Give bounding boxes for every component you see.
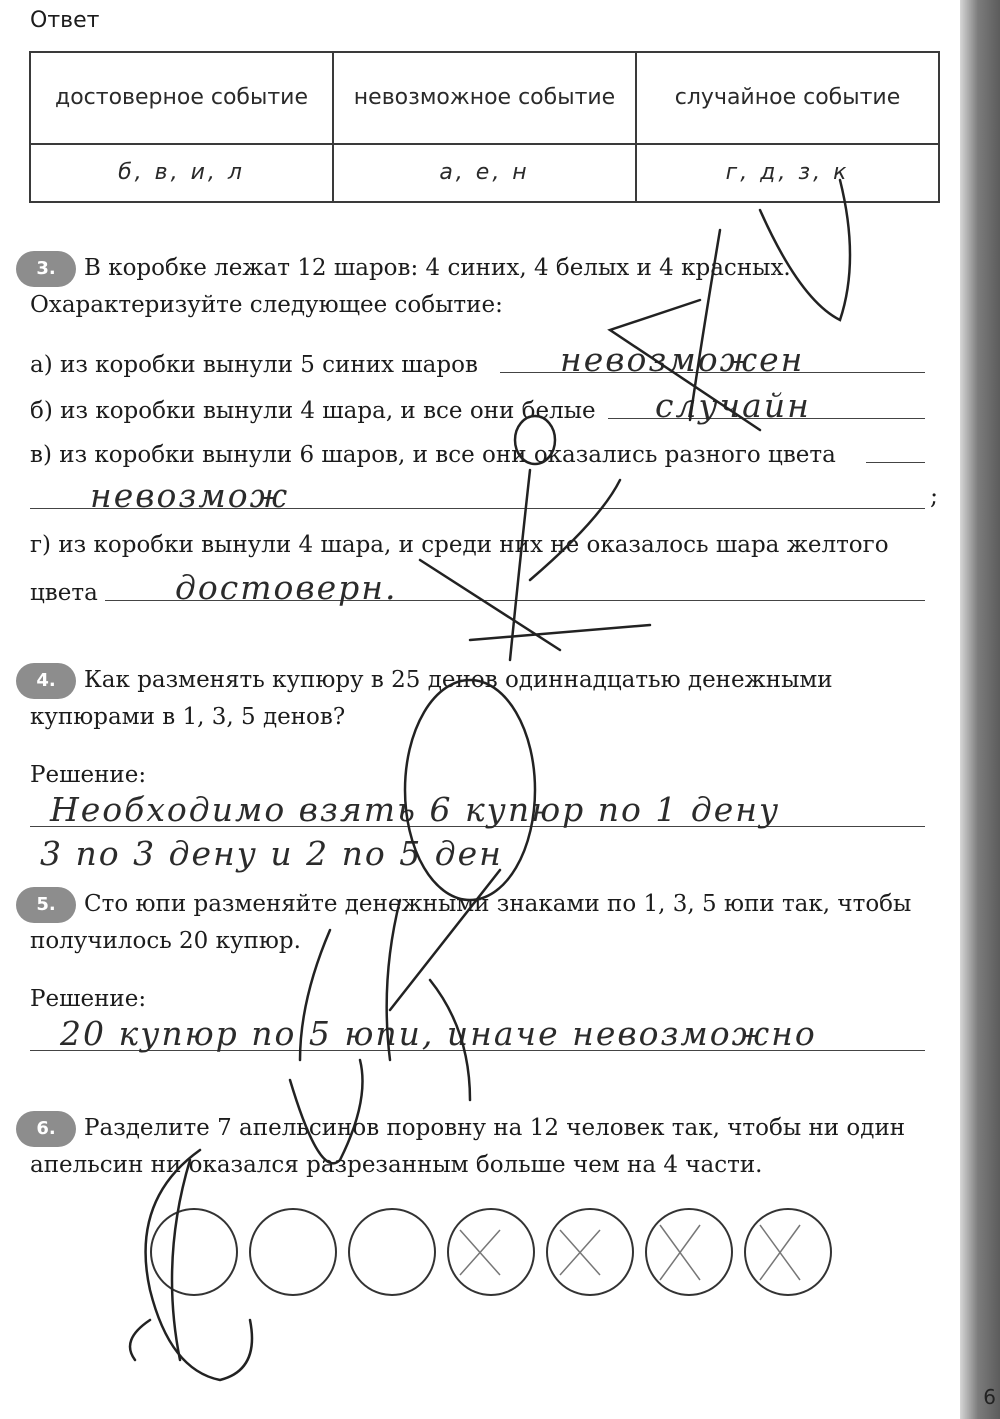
task-4-text: Как разменять купюру в 25 денов одиннадцатью денежными купюрами в 1, 3, 5 денов? xyxy=(30,667,833,730)
header-random-event: случайное событие xyxy=(636,52,939,144)
orange-circle xyxy=(744,1208,832,1296)
page-number: 6 xyxy=(983,1385,996,1409)
task-5-text: Сто юпи разменяйте денежными знаками по 1, 3, 5 юпи так, чтобы получилось 20 купюр. xyxy=(30,891,912,954)
scribble-stroke xyxy=(130,1320,150,1360)
task-number-badge: 4. xyxy=(16,663,76,699)
value-random-event: г, д, з, к xyxy=(636,144,939,202)
task-5-solution-1: 20 купюр по 5 юпи, иначе невозможно xyxy=(60,1014,817,1053)
answer-table xyxy=(29,51,940,203)
orange-circle xyxy=(249,1208,337,1296)
task-number-badge: 3. xyxy=(16,251,76,287)
task-3-item-a: а) из коробки вынули 5 синих шаров xyxy=(30,352,478,378)
task-3-answer-b: случайн xyxy=(655,386,811,425)
task-3-item-c: в) из коробки вынули 6 шаров, и все они оказались разного цвета xyxy=(30,442,836,468)
task-5-solution-label: Решение: xyxy=(30,986,147,1012)
task-4-solution-label: Решение: xyxy=(30,762,147,788)
task-3-item-b: б) из коробки вынули 4 шара, и все они белые xyxy=(30,398,596,424)
task-3-answer-d: достоверн. xyxy=(175,568,398,607)
task-3-item-d-line1: г) из коробки вынули 4 шара, и среди них не оказалось шара желтого xyxy=(30,532,889,558)
book-spine xyxy=(960,0,1000,1419)
orange-circle xyxy=(348,1208,436,1296)
answer-line xyxy=(866,462,925,463)
header-impossible-event: невозможное событие xyxy=(333,52,636,144)
task-number-badge: 6. xyxy=(16,1111,76,1147)
task-3-answer-c: невозмож xyxy=(90,476,290,515)
answer-label: Ответ xyxy=(30,8,100,33)
task-3-text: В коробке лежат 12 шаров: 4 синих, 4 белых и 4 красных. Охарактеризуйте следующее событие: xyxy=(30,255,791,318)
orange-circle xyxy=(645,1208,733,1296)
task-4-solution-1: Необходимо взять 6 купюр по 1 дену xyxy=(50,790,781,829)
semicolon: ; xyxy=(930,482,939,510)
value-impossible-event: а, е, н xyxy=(333,144,636,202)
task-3 xyxy=(30,250,945,324)
task-6 xyxy=(30,1110,945,1184)
scribble-stroke xyxy=(420,560,560,650)
task-4 xyxy=(30,662,945,736)
task-number-badge: 5. xyxy=(16,887,76,923)
orange-circle xyxy=(150,1208,238,1296)
value-certain-event: б, в, и, л xyxy=(30,144,333,202)
orange-circle xyxy=(546,1208,634,1296)
task-4-solution-2: 3 по 3 дену и 2 по 5 ден xyxy=(40,834,503,873)
scribble-stroke xyxy=(510,470,530,660)
scribble-stroke xyxy=(470,625,650,640)
header-certain-event: достоверное событие xyxy=(30,52,333,144)
task-5 xyxy=(30,886,945,960)
task-6-text: Разделите 7 апельсинов поровну на 12 человек так, чтобы ни один апельсин ни оказался разрезанным больше чем на 4 части. xyxy=(30,1115,906,1178)
task-3-item-d-line2: цвета xyxy=(30,580,98,606)
task-3-answer-a: невозможен xyxy=(560,340,805,379)
orange-circle xyxy=(447,1208,535,1296)
